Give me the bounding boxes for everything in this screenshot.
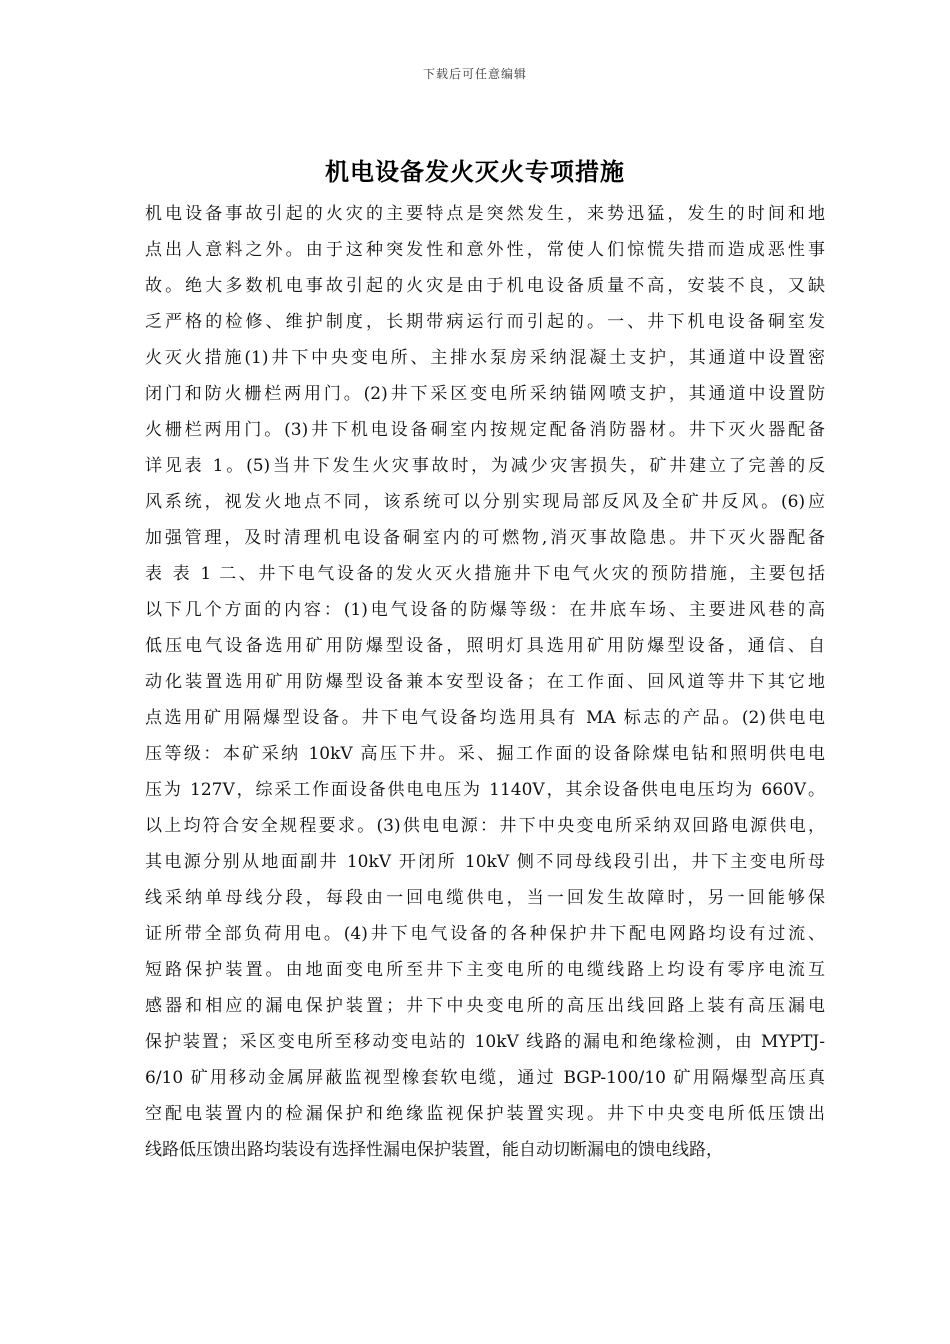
text-line: 故。绝大多数机电事故引起的火灾是由于机电设备质量不高，安装不良，又缺 xyxy=(145,276,825,296)
text-line: 乏严格的检修、维护制度，长期带病运行而引起的。一、井下机电设备硐室发 xyxy=(145,312,825,332)
text-line: 表 表 1 二、井下电气设备的发火灭火措施井下电气火灾的预防措施，主要包括 xyxy=(145,564,825,584)
text-line: 压为 127V，综采工作面设备供电电压为 1140V，其余设备供电电压均为 660V。 xyxy=(145,780,825,800)
text-line: 以下几个方面的内容：(1)电气设备的防爆等级：在井底车场、主要进风巷的高 xyxy=(145,600,825,620)
text-line: 以上均符合安全规程要求。(3)供电电源：井下中央变电所采纳双回路电源供电， xyxy=(145,816,825,836)
text-line: 详见表 1。(5)当井下发生火灾事故时，为减少灾害损失，矿井建立了完善的反 xyxy=(145,456,825,476)
text-line: 6/10 矿用移动金属屏蔽监视型橡套软电缆，通过 BGP-100/10 矿用隔爆型高压真 xyxy=(145,1068,825,1088)
header-note: 下载后可任意编辑 xyxy=(422,67,527,81)
text-line: 短路保护装置。由地面变电所至井下主变电所的电缆线路上均设有零序电流互 xyxy=(145,960,825,980)
text-line: 点出人意料之外。由于这种突发性和意外性，常使人们惊慌失措而造成恶性事 xyxy=(145,240,825,260)
text-line: 证所带全部负荷用电。(4)井下电气设备的各种保护井下配电网路均设有过流、 xyxy=(145,924,825,944)
text-line: 空配电装置内的检漏保护和绝缘监视保护装置实现。井下中央变电所低压馈出 xyxy=(145,1104,825,1124)
text-line: 加强管理，及时清理机电设备硐室内的可燃物,消灭事故隐患。井下灭火器配备 xyxy=(145,528,825,548)
text-line: 闭门和防火栅栏两用门。(2)井下采区变电所采纳锚网喷支护，其通道中设置防 xyxy=(145,384,825,404)
text-line: 火栅栏两用门。(3)井下机电设备硐室内按规定配备消防器材。井下灭火器配备 xyxy=(145,420,825,440)
text-line: 压等级：本矿采纳 10kV 高压下井。采、掘工作面的设备除煤电钻和照明供电电 xyxy=(145,744,825,764)
text-line: 保护装置；采区变电所至移动变电站的 10kV 线路的漏电和绝缘检测，由 MYPTJ- xyxy=(145,1032,825,1052)
text-line: 感器和相应的漏电保护装置；井下中央变电所的高压出线回路上装有高压漏电 xyxy=(145,996,825,1016)
text-line: 线路低压馈出路均装设有选择性漏电保护装置，能自动切断漏电的馈电线路， xyxy=(145,1140,723,1160)
text-line: 线采纳单母线分段，每段由一回电缆供电，当一回发生故障时，另一回能够保 xyxy=(145,888,825,908)
text-line: 风系统，视发火地点不同，该系统可以分别实现局部反风及全矿井反风。(6)应 xyxy=(145,492,825,512)
document-title: 机电设备发火灭火专项措施 xyxy=(325,158,625,186)
text-line: 火灭火措施(1)井下中央变电所、主排水泵房采纳混凝土支护，其通道中设置密 xyxy=(145,348,825,368)
text-line: 低压电气设备选用矿用防爆型设备，照明灯具选用矿用防爆型设备，通信、自 xyxy=(145,636,825,656)
text-line: 动化装置选用矿用防爆型设备兼本安型设备；在工作面、回风道等井下其它地 xyxy=(145,672,825,692)
body-text xyxy=(145,196,825,1168)
text-line: 点选用矿用隔爆型设备。井下电气设备均选用具有 MA 标志的产品。(2)供电电 xyxy=(145,708,825,728)
text-line: 机电设备事故引起的火灾的主要特点是突然发生，来势迅猛，发生的时间和地 xyxy=(145,204,825,224)
text-line: 其电源分别从地面副井 10kV 开闭所 10kV 侧不同母线段引出，井下主变电所母 xyxy=(145,852,825,872)
